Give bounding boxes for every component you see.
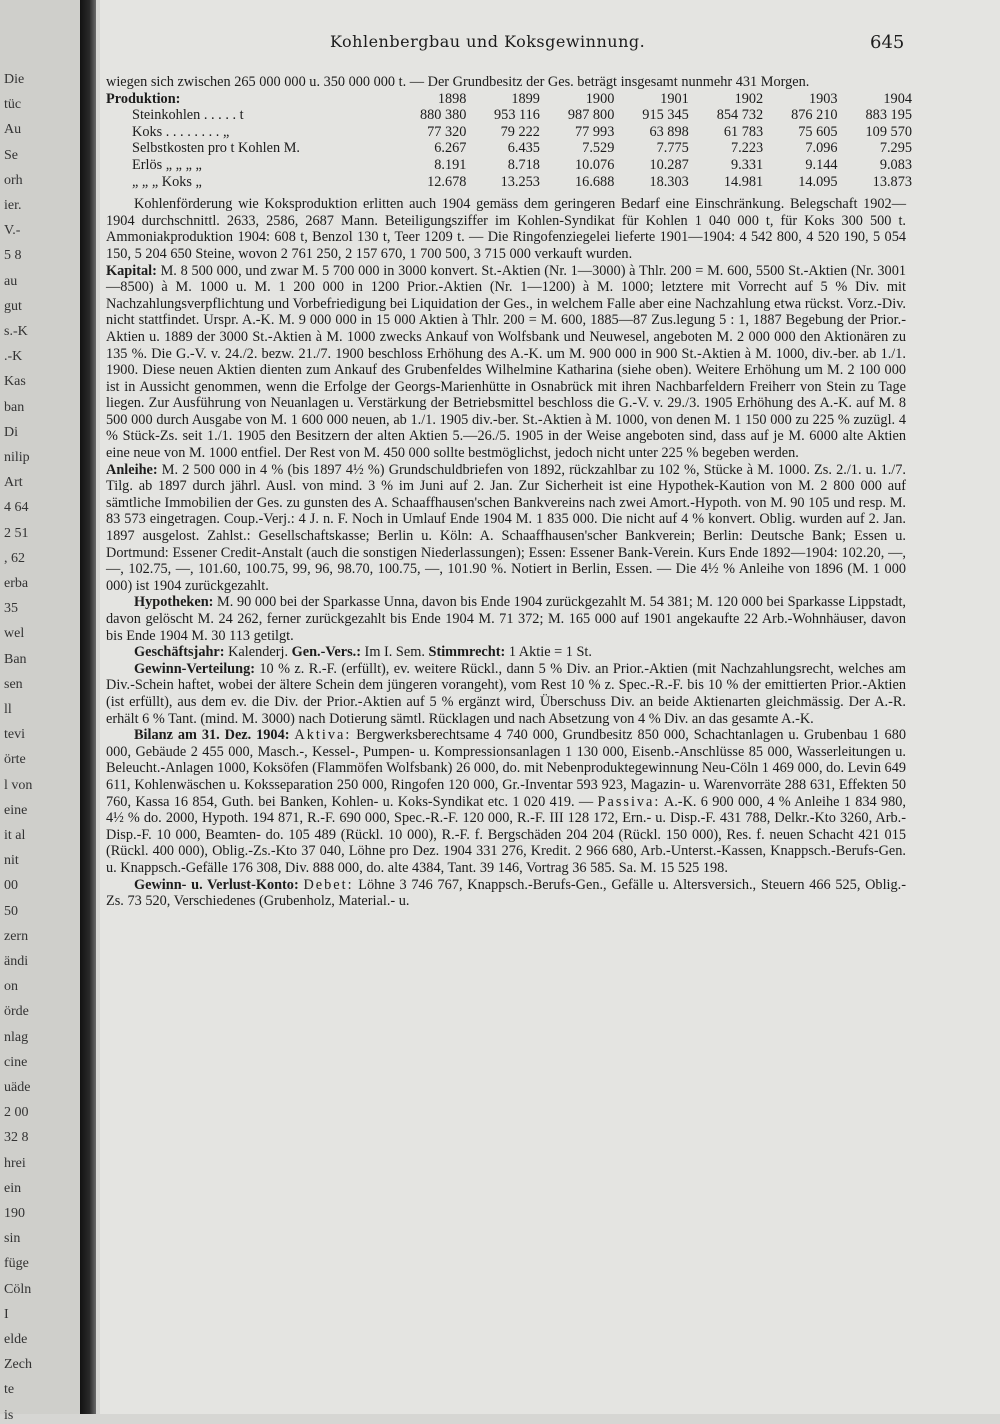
genvers-label: Gen.-Vers.:	[291, 644, 361, 661]
stimmrecht-text: 1 Aktie = 1 St.	[505, 644, 592, 661]
table-row	[132, 157, 912, 174]
adjacent-page-fragment: l von	[4, 777, 33, 793]
table-cell: 18.303	[649, 173, 689, 190]
adjacent-page-fragment: erba	[4, 576, 29, 591]
adjacent-page-fragment: 50	[4, 903, 18, 919]
adjacent-page-fragment: Die	[4, 72, 25, 87]
aktiva-text: Bergwerksberechtsame 4 740 000, Grundbesitz 850 000, Schachtanlagen u. Grubenbau 1 680 000, Gebäude 2 455 000, Masch.-, Kessel-, Pumpen- u. Kompressionsanlagen 1 130 000, Eisenb.-Anschlüsse 85 000, Wasserleitungen u. Beleucht.-Anlagen 1000, Koksöfen (Flammöfen Wolfsbank) 26 000, do. mit Nebenproduktegewinnung Neu-Cöln 1 469 000, do. Levin 649 611, Kohlenwäschen u. Koksseparation 250 000, Ringofen 120 000, Gr.-Inventar 593 923, Magazin- u. Warenvorräte 288 631, Effekten 50 760, Kassa 16 854, Guth. bei Banken, Kohlen- u. Koks-Syndikat etc. 1 020 419. —	[106, 727, 906, 810]
table-cell: 61 783	[723, 123, 764, 140]
passiva-text: A.-K. 6 900 000, 4 % Anleihe 1 834 980, 4½ % do. 2000, Hypoth. 194 871, R.-F. 690 000, Spec.-R.-F. 120 000, R.-F. III 128 172, Ern.- u. Disp.-F. 431 788, Delkr.-Kto 3260, Arb.-Disp.-F. 10 000, Beamten- do. 105 489 (Rückl. 10 000), R.-F. f. Bergschäden 204 204 (Rückl. 150 000), Res. f. neuen Schacht 421 015 (Rückl. 400 000), Oblig.-Zs.-Kto 37 040, Löhne pro Dez. 1904 331 276, Kredit. 2 966 680, Arb.-Unterst.-Kassen, Knappsch.-Berufs-Gen. u. Knappsch.-Gefälle 176 308, Div. 888 000, do. alte 4384, Tant. 39 146, Vortrag 36 585. Sa. M. 15 525 198.	[106, 793, 907, 876]
table-cell: 883 195	[865, 107, 912, 124]
gewinnverteilung-section	[106, 661, 906, 727]
table-cell: 75 605	[798, 123, 838, 140]
adjacent-page-fragment: I	[4, 1306, 9, 1322]
kapital-section	[106, 263, 906, 462]
book-gutter	[80, 0, 96, 1414]
table-cell: 14.981	[723, 173, 764, 190]
table-row	[132, 140, 912, 157]
adjacent-page-fragment: ier.	[4, 198, 22, 213]
table-cell: 8.718	[507, 156, 540, 173]
genvers-text: Im I. Sem.	[360, 644, 425, 661]
kapital-label: Kapital:	[106, 262, 157, 279]
table-cell: 13.253	[500, 173, 540, 190]
adjacent-page-fragment: te	[4, 1382, 15, 1398]
adjacent-page-fragment: 2 51	[4, 525, 29, 541]
table-cell: 109 570	[865, 123, 912, 140]
bilanz-label: Bilanz am 31. Dez. 1904:	[134, 727, 290, 744]
row-label: „ „ „ Koks „	[132, 173, 202, 190]
year-cell: 1901	[660, 90, 689, 107]
anleihe-label: Anleihe:	[106, 461, 158, 478]
adjacent-page-fragment: Di	[4, 424, 18, 440]
adjacent-page-fragment: 00	[4, 878, 18, 894]
adjacent-page-fragment: Au	[4, 122, 22, 138]
production-section	[106, 90, 912, 191]
adjacent-page-fragment: , 62	[4, 550, 25, 566]
table-cell: 12.678	[427, 173, 467, 190]
table-row	[132, 124, 912, 141]
production-heading: Produktion:	[106, 90, 181, 107]
table-cell: 7.096	[805, 140, 838, 157]
table-cell: 6.267	[434, 140, 467, 157]
geschaeftsjahr-label: Geschäftsjahr:	[134, 644, 225, 661]
adjacent-page-fragment: tevi	[4, 727, 25, 743]
adjacent-page-fragment: ein	[4, 1180, 22, 1196]
table-cell: 10.287	[649, 156, 689, 173]
row-label: Steinkohlen . . . . . t	[132, 107, 244, 124]
table-cell: 7.775	[656, 140, 689, 157]
table-cell: 13.873	[872, 173, 912, 190]
adjacent-page-fragment: nilip	[4, 450, 30, 465]
bilanz-section	[106, 727, 906, 876]
geschaeftsjahr-section	[106, 644, 906, 661]
table-cell: 915 345	[642, 107, 689, 124]
adjacent-page-fragment: Zech	[4, 1357, 32, 1373]
adjacent-page-fragment: cine	[4, 1054, 28, 1070]
passiva-label: Passiva:	[597, 793, 661, 810]
adjacent-page-fragment: örde	[4, 1004, 29, 1020]
table-cell: 14.095	[798, 173, 838, 190]
gewinnverteilung-text: 10 % z. R.-F. (erfüllt), ev. weitere Rückl., dann 5 % Div. an Prior.-Aktien (mit Nachzahlungsrecht, welches am Div.-Schein haftet, wobei der ältere Schein dem jüngeren vorangeht), vom Rest 10 % z. Spec.-R.-F. bis 10 % der emittierten Prior.-Aktien (ist erfüllt), aus dem ev. die Div. der Prior.-Aktien auf 5 % ergänzt wird, Überschuss Div. an beide Aktienarten gleichmässig. Der A.-R. erhält 6 % Tant. (mind. M. 3000) nach Dotierung sämtl. Rücklagen und nach Absetzung von 4 % Div. an das gesamte A.-K.	[106, 660, 906, 727]
adjacent-page-fragment: s.-K	[4, 324, 28, 339]
year-cell: 1900	[585, 90, 615, 107]
adjacent-page-fragment: Se	[4, 147, 18, 163]
adjacent-page-fragment: uäde	[4, 1080, 31, 1095]
page-number: 645	[870, 32, 905, 53]
guv-section	[106, 877, 906, 910]
kapital-text: M. 8 500 000, und zwar M. 5 700 000 in 3000 konvert. St.-Aktien (Nr. 1—3000) à Thlr. 200 = M. 600, 5500 St.-Aktien (Nr. 3001—8500) à M. 1000 u. M. 1 200 000 in 1200 Prior.-Aktien (Nr. 1—1200) à M. 1000; letztere mit Vorrecht auf 5 % Div. mit Nachzahlungsverpflichtung und Vorbefriedigung bei Liquidation der Ges., in welchem Falle aber eine Nachzahlung etwa rückst. Vorz.-Div. nicht stattfindet. Urspr. A.-K. M. 9 000 000 in 15 000 Aktien à Thlr. 200 = M. 600, 1885—87 Zus.legung 5 : 1, 1887 Begebung der Prior.-Aktien u. 1889 der 3000 St.-Aktien à M. 1000 zwecks Ankauf von Wolfsbank und Neuwesel, angeboten M. 2 000 000 den Aktionären zu 135 %. Die G.-V. v. 24./2. bezw. 21./7. 1900 beschloss Erhöhung des A.-K. um M. 900 000 in 900 St.-Aktien à M. 1000, div.-ber. ab 1./1. 1900. Diese neuen Aktien dienten zum Ankauf des Grubenfeldes Wilhelmine Katharina (siehe oben). Weitere Erhöhung um M. 2 100 000 ist in Aussicht genommen, wenn die Erfolge der Georgs-Marienhütte in Osnabrück mit ihren Nachbarfeldern Freiherr von Stein zu Tage liegen. Zur Ausführung von Neuanlagen u. Verstärkung der Betriebsmittel beschloss die G.-V. v. 29./3. 1905 Erhöhung des A.-K. auf M. 8 500 000 durch Ausgabe von M. 1 600 000 neuen, ab 1./1. 1905 div.-ber. St.-Aktien à M. 1000, von denen M. 1 150 000 zu 225 % zuzügl. 4 % Stück-Zs. seit 1./1. 1905 den Besitzern der alten Aktien 5.—26./5. 1905 in der Weise angeboten sind, dass auf je M. 6000 alte Aktien eine neue von M. 1000 entfiel. Der Rest von M. 450 000 sollte bestmöglichst, jedoch nicht unter 225 % begeben werden.	[106, 262, 906, 462]
anleihe-section	[106, 462, 906, 595]
adjacent-page-fragment: it al	[4, 828, 26, 843]
year-cell: 1902	[734, 90, 764, 107]
adjacent-page-fragment: tüc	[4, 97, 22, 113]
production-paragraph: Kohlenförderung wie Koksproduktion erlitten auch 1904 gemäss dem geringeren Bedarf eine Einschränkung. Belegschaft 1902—1904 durchschnittl. 2633, 2586, 2687 Mann. Beteiligungsziffer im Kohlen-Syndikat für Kohlen 1 040 000 t, für Koks 300 500 t. Ammoniakproduktion 1904: 608 t, Benzol 130 t, Teer 1209 t. — Die Ringofenziegelei lieferte 1901—1904: 4 542 800, 4 520 190, 5 054 150, 5 204 650 Steine, wovon 2 761 250, 2 157 670, 1 700 500, 3 715 000 verkauft wurden.	[106, 196, 906, 262]
adjacent-page-fragment: 35	[4, 601, 18, 617]
adjacent-page-fragment: füge	[4, 1256, 29, 1272]
intro-paragraph: wiegen sich zwischen 265 000 000 u. 350 000 000 t. — Der Grundbesitz der Ges. beträgt insgesamt nunmehr 431 Morgen.	[106, 74, 810, 90]
table-cell: 854 732	[716, 107, 764, 124]
adjacent-page-fragment: ändi	[4, 954, 29, 969]
table-cell: 876 210	[791, 107, 838, 124]
adjacent-page-fragment: zern	[4, 928, 29, 944]
table-row	[132, 107, 912, 124]
table-cell: 7.529	[582, 140, 615, 157]
adjacent-page-fragment: hrei	[4, 1155, 26, 1171]
table-cell: 7.223	[731, 140, 764, 157]
adjacent-page-fragment: ban	[4, 399, 25, 415]
table-cell: 9.331	[731, 156, 764, 173]
year-cell: 1903	[808, 90, 838, 107]
page-title: Kohlenbergbau und Koksgewinnung.	[330, 32, 646, 51]
adjacent-page-fragment: örte	[4, 752, 26, 768]
table-cell: 10.076	[575, 156, 615, 173]
production-header-row	[132, 91, 912, 108]
adjacent-page-fragment: au	[4, 273, 18, 289]
table-row	[132, 174, 912, 191]
table-cell: 77 993	[575, 123, 615, 140]
aktiva-label: Aktiva:	[294, 727, 352, 744]
guv-label: Gewinn- u. Verlust-Konto:	[134, 876, 299, 893]
page-content	[106, 74, 912, 910]
adjacent-page-fragment: 190	[4, 1206, 25, 1221]
adjacent-page-fragment: 5 8	[4, 248, 22, 264]
anleihe-text: M. 2 500 000 in 4 % (bis 1897 4½ %) Grundschuldbriefen von 1892, rückzahlbar zu 102 %, Stücke à M. 1000. Zs. 2./1. u. 1./7. Tilg. ab 1897 durch jährl. Ausl. von mind. 3 % im Juni auf 2. Jan. Zur Sicherheit ist eine Hypothek-Kaution von M. 2 800 000 auf sämtliche Immobilien der Ges. zu gunsten des A. Schaaffhausen'schen Bankvereins nach zwei Amort.-Hypoth. von M. 90 105 und resp. M. 83 573 eingetragen. Coup.-Verj.: 4 J. n. F. Noch in Umlauf Ende 1904 M. 1 835 000. Die nicht auf 4 % konvert. Oblig. wurden auf 2. Jan. 1897 ausgelost. Zahlst.: Gesellschaftskasse; Berlin u. Köln: A. Schaaffhausen'scher Bankverein; Berlin: Deutsche Bank; Essen u. Dortmund: Essener Credit-Anstalt (auch die sonstigen Niederlassungen); Essen: Essener Bank-Verein. Kurs Ende 1892—1904: 102.20, —, —, 102.75, —, 101.60, 100.75, 99, 96, 98.70, 100.75, —, 101.90 %. Notiert in Berlin, Essen. — Die 4½ % Anleihe von 1896 (M. 1 000 000) ist 1904 zurückgezahlt.	[106, 461, 906, 594]
table-cell: 9.144	[805, 156, 838, 173]
adjacent-page-fragment: on	[4, 979, 18, 995]
document-page	[100, 0, 1000, 1414]
hypotheken-label: Hypotheken:	[134, 594, 214, 611]
year-cell: 1898	[437, 90, 467, 107]
stimmrecht-label: Stimmrecht:	[428, 644, 506, 661]
hypotheken-section	[106, 594, 906, 644]
adjacent-page-fragment: 4 64	[4, 500, 29, 516]
adjacent-page-strip	[0, 0, 80, 1423]
year-cell: 1899	[511, 90, 540, 107]
adjacent-page-fragment: sin	[4, 1231, 21, 1247]
row-label: Selbstkosten pro t Kohlen M.	[132, 140, 300, 157]
adjacent-page-fragment: nlag	[4, 1029, 29, 1045]
table-cell: 16.688	[575, 173, 615, 190]
row-label: Erlös „ „ „ „	[132, 156, 202, 173]
adjacent-page-fragment: nit	[4, 853, 19, 869]
table-cell: 987 800	[567, 107, 615, 124]
gewinnverteilung-label: Gewinn-Verteilung:	[134, 660, 255, 677]
adjacent-page-fragment: Art	[4, 475, 23, 491]
adjacent-page-fragment: ll	[4, 702, 12, 717]
adjacent-page-fragment: wel	[4, 626, 25, 642]
table-cell: 77 320	[427, 123, 467, 140]
table-cell: 880 380	[419, 107, 467, 124]
adjacent-page-fragment: elde	[4, 1332, 28, 1347]
hypotheken-text: M. 90 000 bei der Sparkasse Unna, davon bis Ende 1904 zurückgezahlt M. 54 381; M. 120 000 bei Sparkasse Lippstadt, davon gelöscht M. 24 262, ferner zurückgezahlt bis Ende 1904 M. 71 372; M. 165 000 auf 1901 angekaufte 22 Arb.-Wohnhäuser, davon bis Ende 1904 M. 30 113 getilgt.	[106, 594, 906, 644]
production-table	[106, 90, 912, 191]
adjacent-page-fragment: eine	[4, 802, 28, 818]
adjacent-page-fragment: Kas	[4, 374, 26, 390]
adjacent-page-fragment: 2 00	[4, 1105, 29, 1121]
table-cell: 9.083	[879, 156, 912, 173]
row-label: Koks . . . . . . . . „	[132, 123, 230, 140]
adjacent-page-fragment: 32 8	[4, 1130, 29, 1146]
adjacent-page-fragment: gut	[4, 298, 22, 314]
guv-text: Löhne 3 746 767, Knappsch.-Berufs-Gen., Gefälle u. Altersversich., Steuern 466 525, Oblig.-Zs. 73 520, Verschiedenes (Grubenholz, Material.- u.	[106, 876, 907, 910]
adjacent-page-fragment: is	[4, 1407, 14, 1423]
adjacent-page-fragment: Ban	[4, 651, 27, 667]
table-cell: 8.191	[434, 156, 467, 173]
year-cell: 1904	[883, 90, 912, 107]
debet-label: Debet:	[303, 876, 354, 893]
table-cell: 63 898	[649, 123, 689, 140]
adjacent-page-fragment: sen	[4, 676, 23, 692]
geschaeftsjahr-text: Kalenderj.	[224, 644, 289, 661]
adjacent-page-fragment: V.-	[4, 223, 21, 239]
table-cell: 79 222	[500, 123, 540, 140]
table-cell: 953 116	[494, 107, 540, 124]
adjacent-page-fragment: .-K	[4, 349, 23, 365]
adjacent-page-fragment: orh	[4, 172, 23, 188]
table-cell: 6.435	[507, 140, 540, 157]
table-cell: 7.295	[879, 140, 912, 157]
adjacent-page-fragment: Cöln	[4, 1281, 32, 1297]
